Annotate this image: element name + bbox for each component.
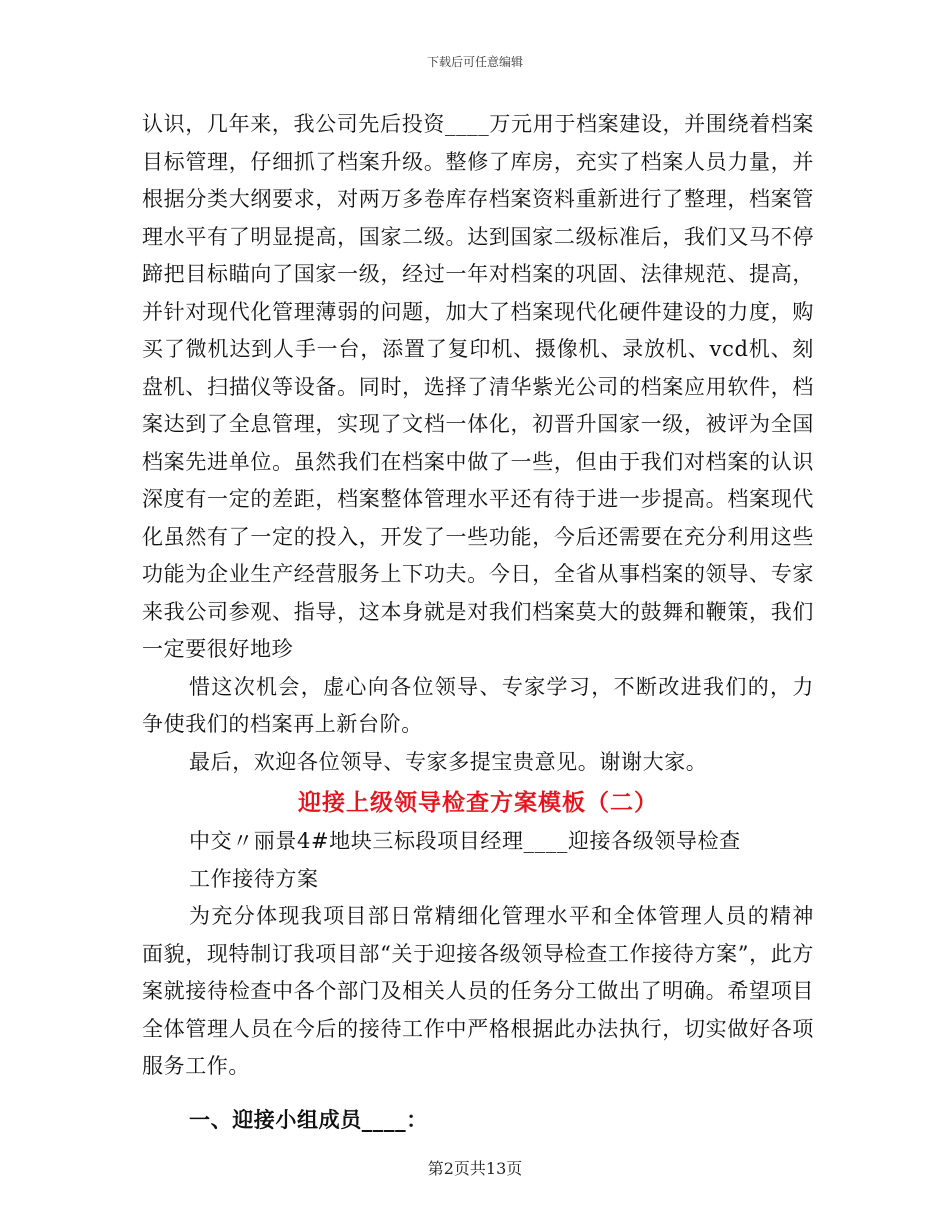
section-title: 迎接上级领导检查方案模板（二） (298, 789, 658, 816)
page-header: 下载后可任意编辑 (426, 55, 523, 69)
heading-welcome-team: 一、迎接小组成员____： (189, 1106, 428, 1132)
document-body (142, 106, 814, 1140)
paragraph-closing-thanks: 最后，欢迎各位领导、专家多提宝贵意见。谢谢大家。 (189, 749, 708, 774)
paragraph-plan-purpose: 为充分体现我项目部日常精细化管理水平和全体管理人员的精神面貌，现特制订我项目部“关于迎接各级领导检查工作接待方案”，此方案就接待检查中各个部门及相关人员的任务分工做出了明确。希望项目全体管理人员在今后的接待工作中严格根据此办法执行，切实做好各项服务工作。 (142, 904, 814, 1078)
paragraph-cherish-opportunity: 惜这次机会，虚心向各位领导、专家学习，不断改进我们的，力争使我们的档案再上新台阶。 (142, 674, 814, 736)
paragraph-reception-plan: 工作接待方案 (189, 866, 319, 891)
paragraph-archive-construction: 认识，几年来，我公司先后投资____万元用于档案建设，并围绕着档案目标管理，仔细抓了档案升级。整修了库房，充实了档案人员力量，并根据分类大纲要求，对两万多卷库存档案资料重新进行了整理，档案管理水平有了明显提高，国家二级。达到国家二级标准后，我们又马不停蹄把目标瞄向了国家一级，经过一年对档案的巩固、法律规范、提高，并针对现代化管理薄弱的问题，加大了档案现代化硬件建设的力度，购买了微机达到人手一台，添置了复印机、摄像机、录放机、vcd机、刻盘机、扫描仪等设备。同时，选择了清华紫光公司的档案应用软件，档案达到了全息管理，实现了文档一体化，初晋升国家一级，被评为全国档案先进单位。虽然我们在档案中做了一些，但由于我们对档案的认识深度有一定的差距，档案整体管理水平还有待于进一步提高。档案现代化虽然有了一定的投入，开发了一些功能，今后还需要在充分利用这些功能为企业生产经营服务上下功夫。今日，全省从事档案的领导、专家来我公司参观、指导，这本身就是对我们档案莫大的鼓舞和鞭策，我们一定要很好地珍 (142, 112, 814, 661)
paragraph-project-manager: 中交〃丽景4#地块三标段项目经理____迎接各级领导检查 (189, 829, 741, 853)
page-footer: 第2页共13页 (427, 1159, 523, 1178)
